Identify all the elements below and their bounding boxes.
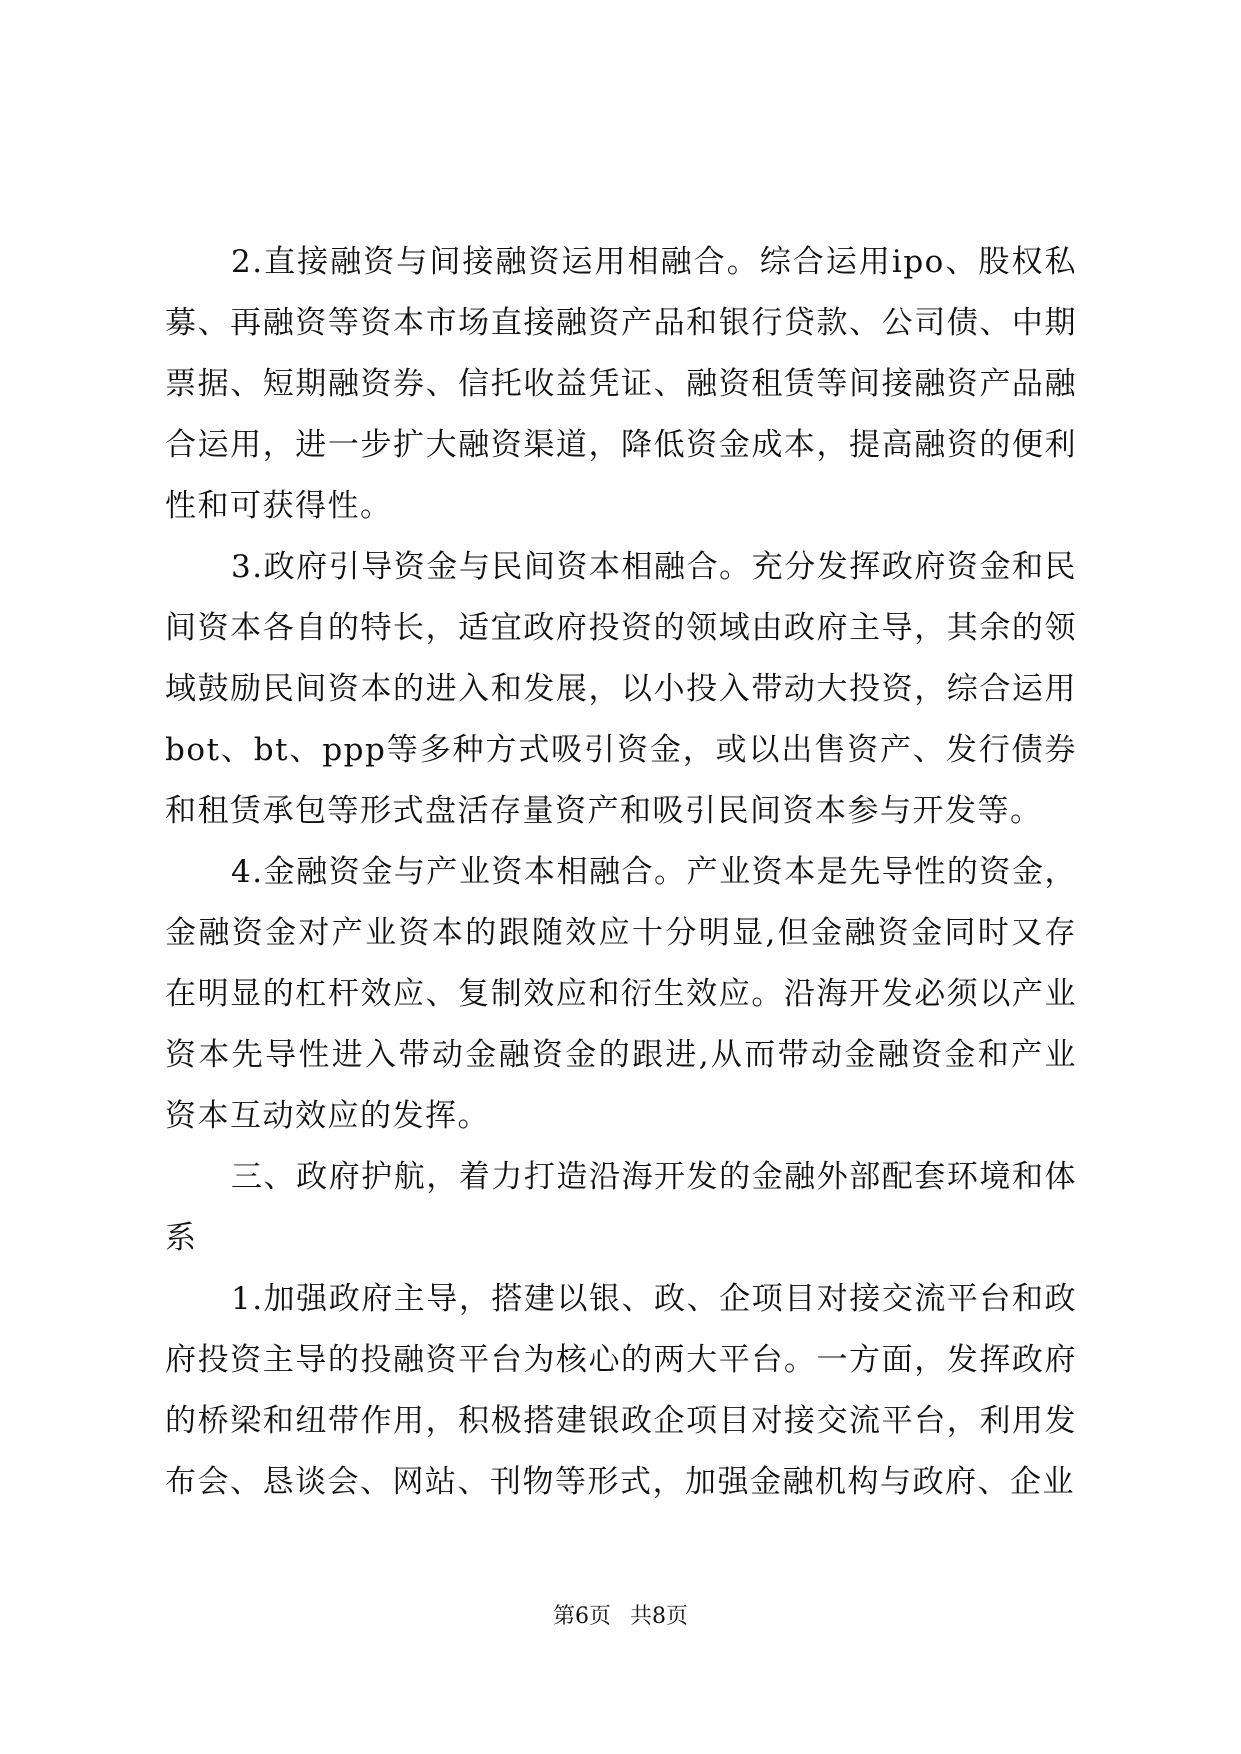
paragraph-government-private-capital: 3.政府引导资金与民间资本相融合。充分发挥政府资金和民间资本各自的特长，适宜政府投资的领域由政府主导，其余的领域鼓励民间资本的进入和发展，以小投入带动大投资，综合运用bot、bt、ppp等多种方式吸引资金，或以出售资产、发行债券和租赁承包等形式盘活存量资产和吸引民间资本参与开发等。 <box>165 549 1077 829</box>
section-heading-government-escort: 三、政府护航，着力打造沿海开发的金融外部配套环境和体系 <box>165 1159 1077 1256</box>
document-body <box>165 232 1077 1513</box>
paragraph-finance-industry-capital: 4.金融资金与产业资本相融合。产业资本是先导性的资金，金融资金对产业资本的跟随效应十分明显,但金融资金同时又存在明显的杠杆效应、复制效应和衍生效应。沿海开发必须以产业资本先导性进入带动金融资金的跟进,从而带动金融资金和产业资本互动效应的发挥。 <box>165 854 1077 1134</box>
page-number: 第6页 <box>553 1604 611 1629</box>
paragraph-government-leadership: 1.加强政府主导，搭建以银、政、企项目对接交流平台和政府投资主导的投融资平台为核心的两大平台。一方面，发挥政府的桥梁和纽带作用，积极搭建银政企项目对接交流平台，利用发布会、恳谈会、网站、刊物等形式，加强金融机构与政府、企业 <box>165 1281 1077 1500</box>
page-total: 共8页 <box>630 1604 688 1629</box>
paragraph-direct-indirect-financing: 2.直接融资与间接融资运用相融合。综合运用ipo、股权私募、再融资等资本市场直接融资产品和银行贷款、公司债、中期票据、短期融资券、信托收益凭证、融资租赁等间接融资产品融合运用，进一步扩大融资渠道，降低资金成本，提高融资的便利性和可获得性。 <box>165 244 1077 524</box>
page-footer <box>0 1602 1241 1632</box>
